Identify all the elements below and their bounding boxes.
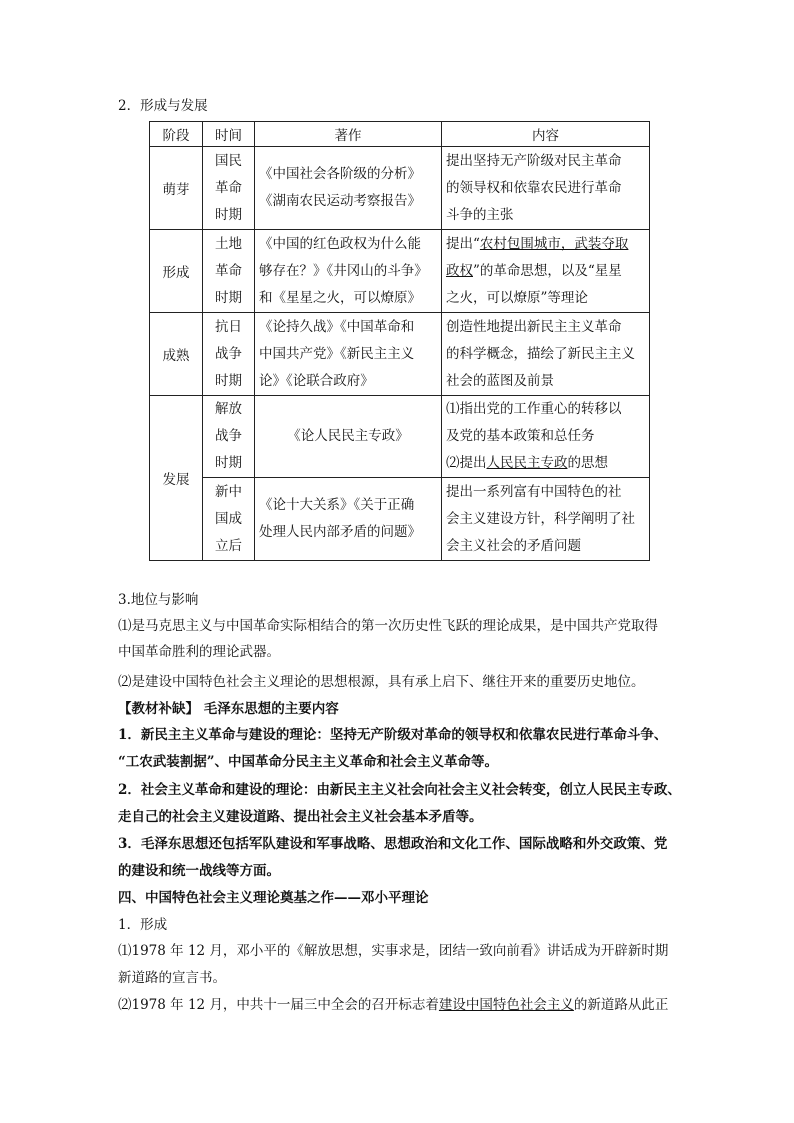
time-cell: 新中 国成 立后 [203,478,255,561]
paragraph: 2．社会主义革命和建设的理论：由新民主主义社会向社会主义社会转变，创立人民民主专政、 [118,782,681,798]
section-title-status: 3.地位与影响 [118,592,199,608]
table-row [150,147,650,230]
content-cell: 提出“农村包围城市，武装夺取 政权”的革命思想，以及“星星 之火，可以燎原”等理论 [442,230,650,313]
stage-cell: 成熟 [150,313,203,396]
content-cell: 提出坚持无产阶级对民主革命 的领导权和依靠农民进行革命 斗争的主张 [442,147,650,230]
stage-cell: 发展 [150,396,203,561]
works-cell: 《论人民民主专政》 [255,396,442,478]
subheading-formation: 1．形成 [118,917,168,933]
header-works: 著作 [255,122,442,147]
paragraph: ⑴1978 年 12 月，邓小平的《解放思想，实事求是，团结一致向前看》讲话成为开辟新时期 [118,943,669,959]
time-cell: 抗日 战争 时期 [203,313,255,396]
paragraph: 走自己的社会主义建设道路、提出社会主义社会基本矛盾等。 [118,809,483,825]
content-cell: ⑴指出党的工作重心的转移以 及党的基本政策和总任务 ⑵提出人民民主专政的思想 [442,396,650,478]
works-cell: 《中国的红色政权为什么能 够存在？》《井冈山的斗争》 和《星星之火，可以燎原》 [255,230,442,313]
supplement-heading: 【教材补缺】 毛泽东思想的主要内容 [118,701,339,717]
time-cell: 解放 战争 时期 [203,396,255,478]
header-stage: 阶段 [150,122,203,147]
table-row [150,478,650,561]
works-cell: 《中国社会各阶级的分析》 《湖南农民运动考察报告》 [255,147,442,230]
section-title-formation: 2．形成与发展 [118,98,208,114]
paragraph: 1．新民主主义革命与建设的理论：坚持无产阶级对革命的领导权和依靠农民进行革命斗争、 [118,727,668,743]
time-cell: 土地 革命 时期 [203,230,255,313]
table-row [150,313,650,396]
paragraph: 中国革命胜利的理论武器。 [118,644,280,660]
content-cell: 提出一系列富有中国特色的社 会主义建设方针，科学阐明了社 会主义社会的矛盾问题 [442,478,650,561]
content-cell: 创造性地提出新民主主义革命 的科学概念，描绘了新民主主义 社会的蓝图及前景 [442,313,650,396]
stage-cell: 形成 [150,230,203,313]
header-content: 内容 [442,122,650,147]
paragraph: ⑵1978 年 12 月，中共十一届三中全会的召开标志着建设中国特色社会主义的新道路从此正 [118,997,669,1013]
development-table [149,121,650,561]
header-time: 时间 [203,122,255,147]
table-row [150,230,650,313]
stage-cell: 萌芽 [150,147,203,230]
table-row [150,396,650,478]
paragraph: 新道路的宣言书。 [118,970,226,986]
table-header-row [150,122,650,147]
section-heading-deng: 四、中国特色社会主义理论奠基之作——邓小平理论 [118,890,429,906]
paragraph: 3．毛泽东思想还包括军队建设和军事战略、思想政治和文化工作、国际战略和外交政策、党 [118,836,668,852]
time-cell: 国民 革命 时期 [203,147,255,230]
paragraph: ⑴是马克思主义与中国革命实际相结合的第一次历史性飞跃的理论成果，是中国共产党取得 [118,618,658,634]
works-cell: 《论持久战》《中国革命和 中国共产党》《新民主主义 论》《论联合政府》 [255,313,442,396]
paragraph: “工农武装割据”、中国革命分民主主义革命和社会主义革命等。 [118,754,499,770]
paragraph: 的建设和统一战线等方面。 [118,863,280,879]
works-cell: 《论十大关系》《关于正确 处理人民内部矛盾的问题》 [255,478,442,561]
paragraph: ⑵是建设中国特色社会主义理论的思想根源，具有承上启下、继往开来的重要历史地位。 [118,674,645,690]
